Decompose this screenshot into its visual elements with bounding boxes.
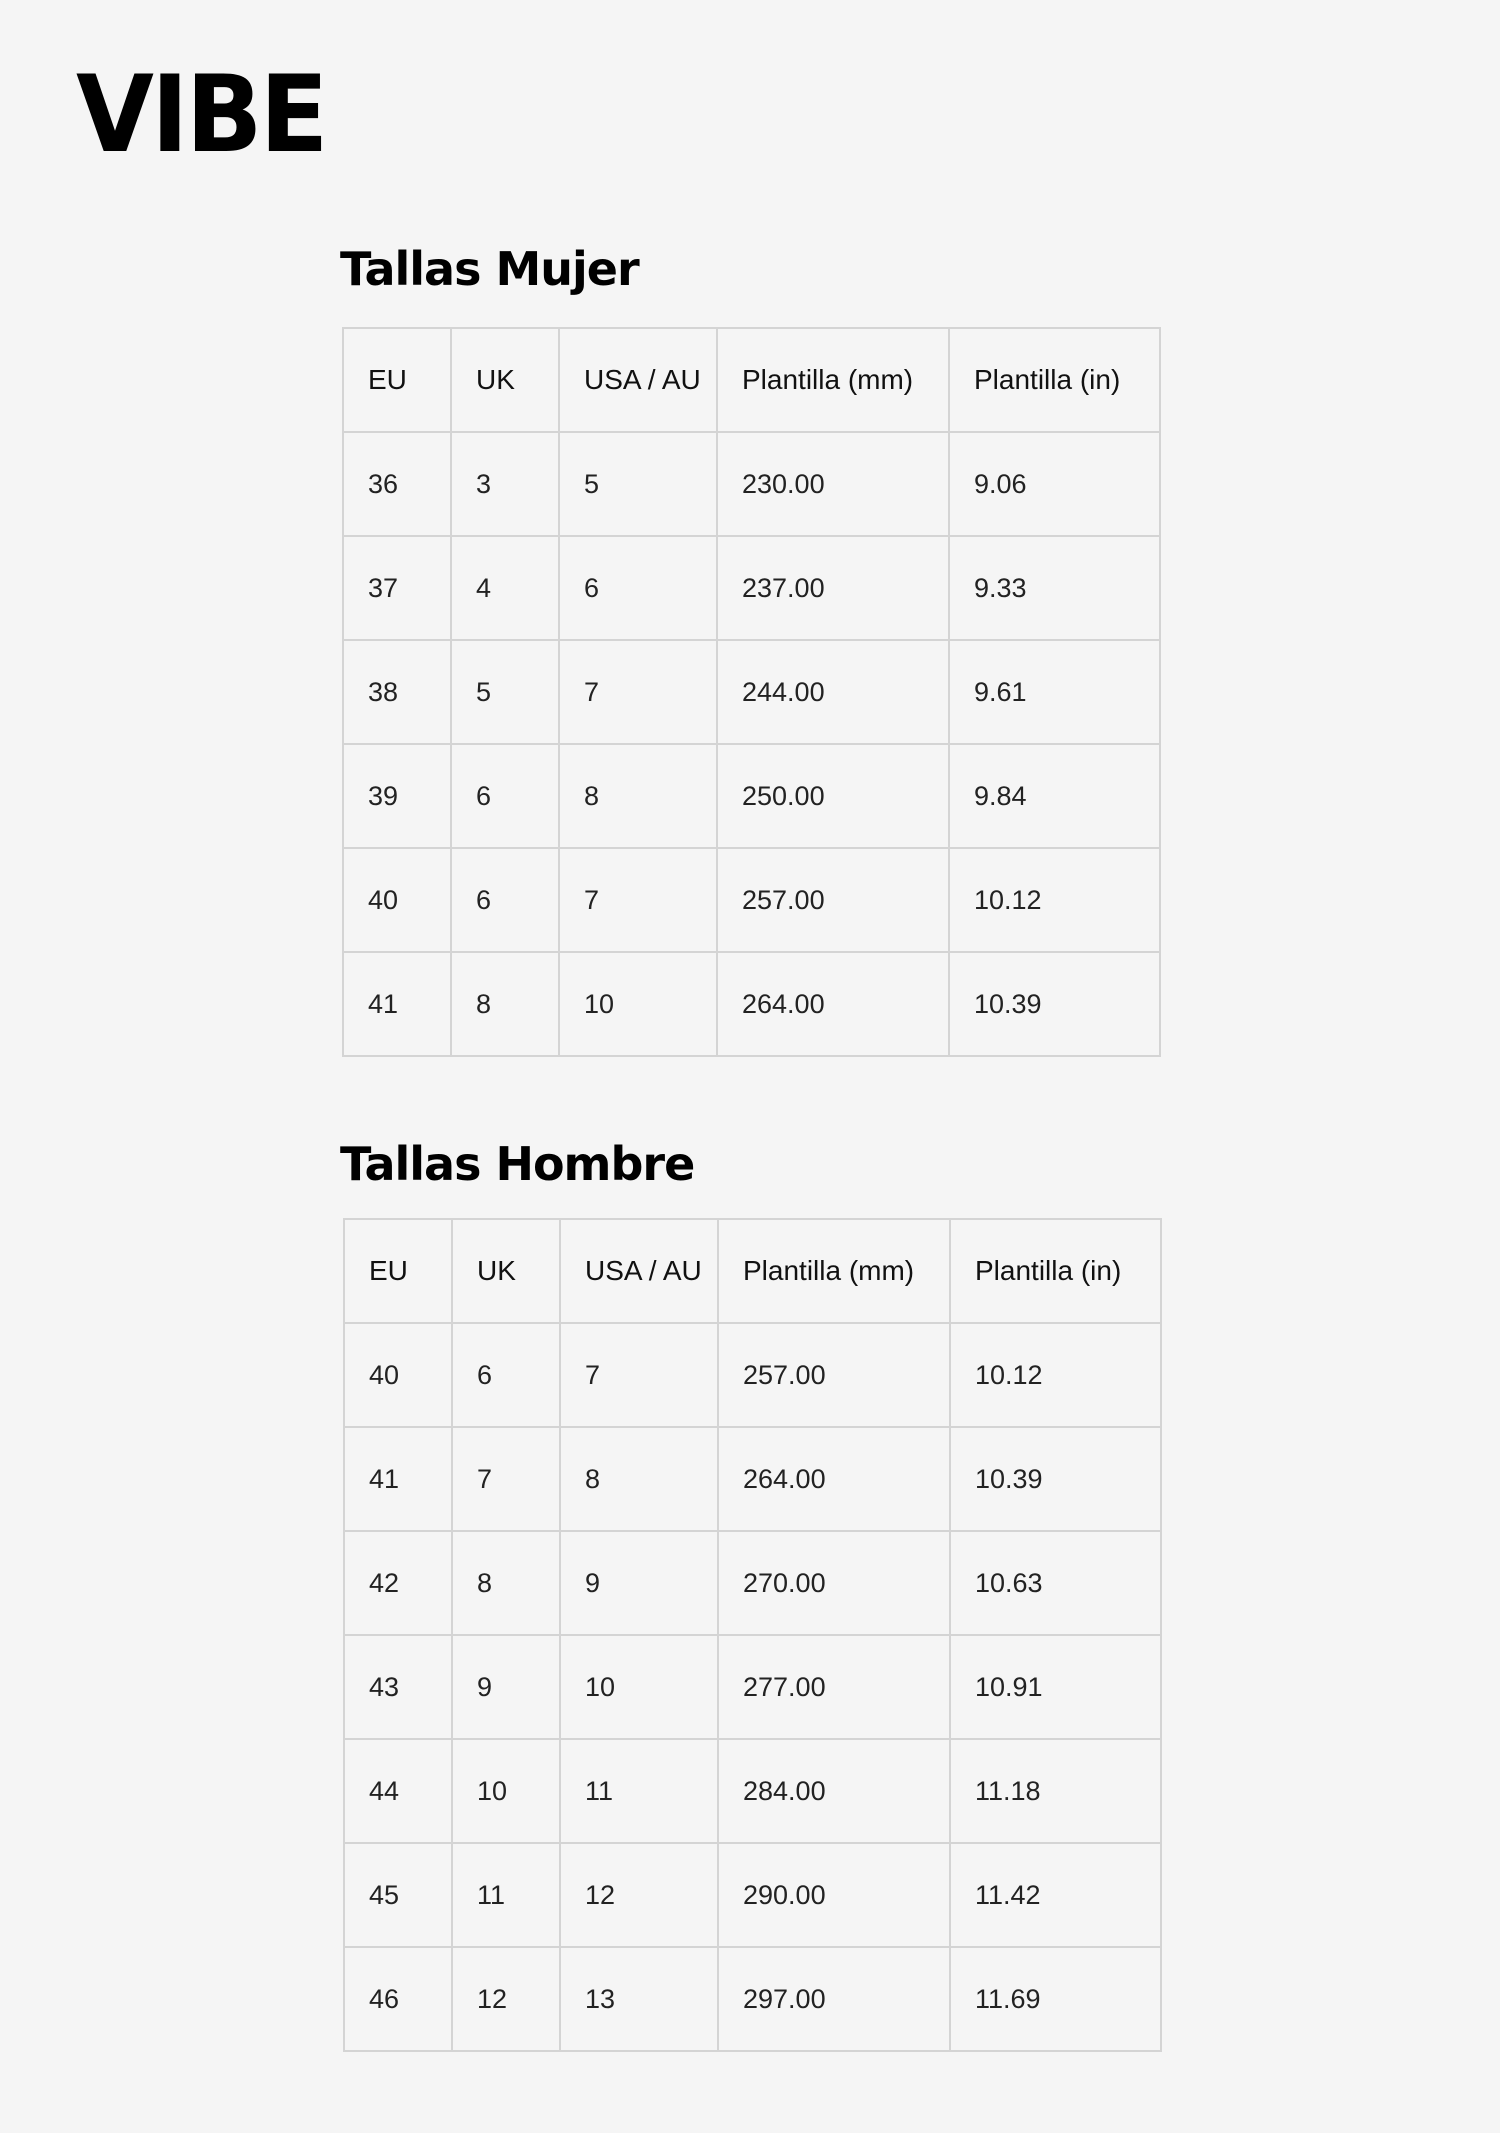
cell-uk: 9 <box>452 1635 560 1739</box>
cell-insole-in: 11.42 <box>950 1843 1161 1947</box>
cell-insole-in: 9.61 <box>949 640 1160 744</box>
table-row <box>343 640 1160 744</box>
column-header-eu: EU <box>343 328 451 432</box>
column-header-usa-au: USA / AU <box>560 1219 718 1323</box>
cell-eu: 41 <box>344 1427 452 1531</box>
cell-insole-mm: 257.00 <box>718 1323 950 1427</box>
cell-usa-au: 7 <box>559 848 717 952</box>
column-header-insole-mm: Plantilla (mm) <box>718 1219 950 1323</box>
cell-insole-mm: 244.00 <box>717 640 949 744</box>
cell-uk: 3 <box>451 432 559 536</box>
cell-insole-in: 9.84 <box>949 744 1160 848</box>
cell-uk: 4 <box>451 536 559 640</box>
cell-insole-mm: 250.00 <box>717 744 949 848</box>
column-header-uk: UK <box>452 1219 560 1323</box>
cell-eu: 46 <box>344 1947 452 2051</box>
brand-logo: VIBE <box>76 53 326 176</box>
cell-uk: 6 <box>451 744 559 848</box>
cell-eu: 37 <box>343 536 451 640</box>
cell-usa-au: 7 <box>560 1323 718 1427</box>
table-header-row <box>343 328 1160 432</box>
men-size-table <box>343 1218 1162 2052</box>
table-row <box>343 432 1160 536</box>
table-row <box>344 1323 1161 1427</box>
table-row <box>343 536 1160 640</box>
cell-insole-in: 11.18 <box>950 1739 1161 1843</box>
cell-insole-mm: 284.00 <box>718 1739 950 1843</box>
cell-eu: 45 <box>344 1843 452 1947</box>
table-row <box>343 952 1160 1056</box>
cell-insole-mm: 290.00 <box>718 1843 950 1947</box>
cell-uk: 8 <box>451 952 559 1056</box>
cell-insole-in: 11.69 <box>950 1947 1161 2051</box>
cell-uk: 12 <box>452 1947 560 2051</box>
cell-uk: 10 <box>452 1739 560 1843</box>
cell-usa-au: 7 <box>559 640 717 744</box>
column-header-eu: EU <box>344 1219 452 1323</box>
cell-uk: 6 <box>451 848 559 952</box>
cell-eu: 39 <box>343 744 451 848</box>
cell-insole-in: 10.39 <box>949 952 1160 1056</box>
cell-insole-mm: 230.00 <box>717 432 949 536</box>
column-header-insole-in: Plantilla (in) <box>949 328 1160 432</box>
cell-usa-au: 12 <box>560 1843 718 1947</box>
cell-eu: 36 <box>343 432 451 536</box>
cell-uk: 7 <box>452 1427 560 1531</box>
table-row <box>344 1947 1161 2051</box>
table-row <box>344 1635 1161 1739</box>
column-header-insole-mm: Plantilla (mm) <box>717 328 949 432</box>
cell-insole-mm: 270.00 <box>718 1531 950 1635</box>
cell-uk: 8 <box>452 1531 560 1635</box>
cell-eu: 40 <box>343 848 451 952</box>
cell-insole-mm: 257.00 <box>717 848 949 952</box>
cell-insole-in: 9.06 <box>949 432 1160 536</box>
cell-insole-mm: 237.00 <box>717 536 949 640</box>
women-size-table <box>342 327 1161 1057</box>
cell-usa-au: 8 <box>560 1427 718 1531</box>
column-header-uk: UK <box>451 328 559 432</box>
cell-usa-au: 13 <box>560 1947 718 2051</box>
table-row <box>344 1427 1161 1531</box>
men-sizes-title: Tallas Hombre <box>340 1137 695 1191</box>
cell-usa-au: 11 <box>560 1739 718 1843</box>
cell-insole-in: 10.63 <box>950 1531 1161 1635</box>
table-row <box>343 744 1160 848</box>
cell-usa-au: 6 <box>559 536 717 640</box>
column-header-usa-au: USA / AU <box>559 328 717 432</box>
cell-eu: 43 <box>344 1635 452 1739</box>
cell-uk: 11 <box>452 1843 560 1947</box>
cell-insole-in: 10.12 <box>950 1323 1161 1427</box>
table-row <box>343 848 1160 952</box>
cell-insole-mm: 297.00 <box>718 1947 950 2051</box>
cell-insole-in: 9.33 <box>949 536 1160 640</box>
cell-eu: 42 <box>344 1531 452 1635</box>
cell-uk: 6 <box>452 1323 560 1427</box>
cell-eu: 44 <box>344 1739 452 1843</box>
cell-usa-au: 5 <box>559 432 717 536</box>
table-row <box>344 1843 1161 1947</box>
table-row <box>344 1739 1161 1843</box>
cell-eu: 38 <box>343 640 451 744</box>
cell-insole-mm: 264.00 <box>717 952 949 1056</box>
cell-uk: 5 <box>451 640 559 744</box>
table-row <box>344 1531 1161 1635</box>
cell-usa-au: 8 <box>559 744 717 848</box>
cell-insole-mm: 277.00 <box>718 1635 950 1739</box>
cell-eu: 40 <box>344 1323 452 1427</box>
women-sizes-title: Tallas Mujer <box>340 242 639 296</box>
cell-usa-au: 10 <box>560 1635 718 1739</box>
cell-insole-in: 10.12 <box>949 848 1160 952</box>
cell-insole-mm: 264.00 <box>718 1427 950 1531</box>
column-header-insole-in: Plantilla (in) <box>950 1219 1161 1323</box>
cell-usa-au: 10 <box>559 952 717 1056</box>
cell-eu: 41 <box>343 952 451 1056</box>
cell-insole-in: 10.91 <box>950 1635 1161 1739</box>
table-header-row <box>344 1219 1161 1323</box>
cell-usa-au: 9 <box>560 1531 718 1635</box>
cell-insole-in: 10.39 <box>950 1427 1161 1531</box>
